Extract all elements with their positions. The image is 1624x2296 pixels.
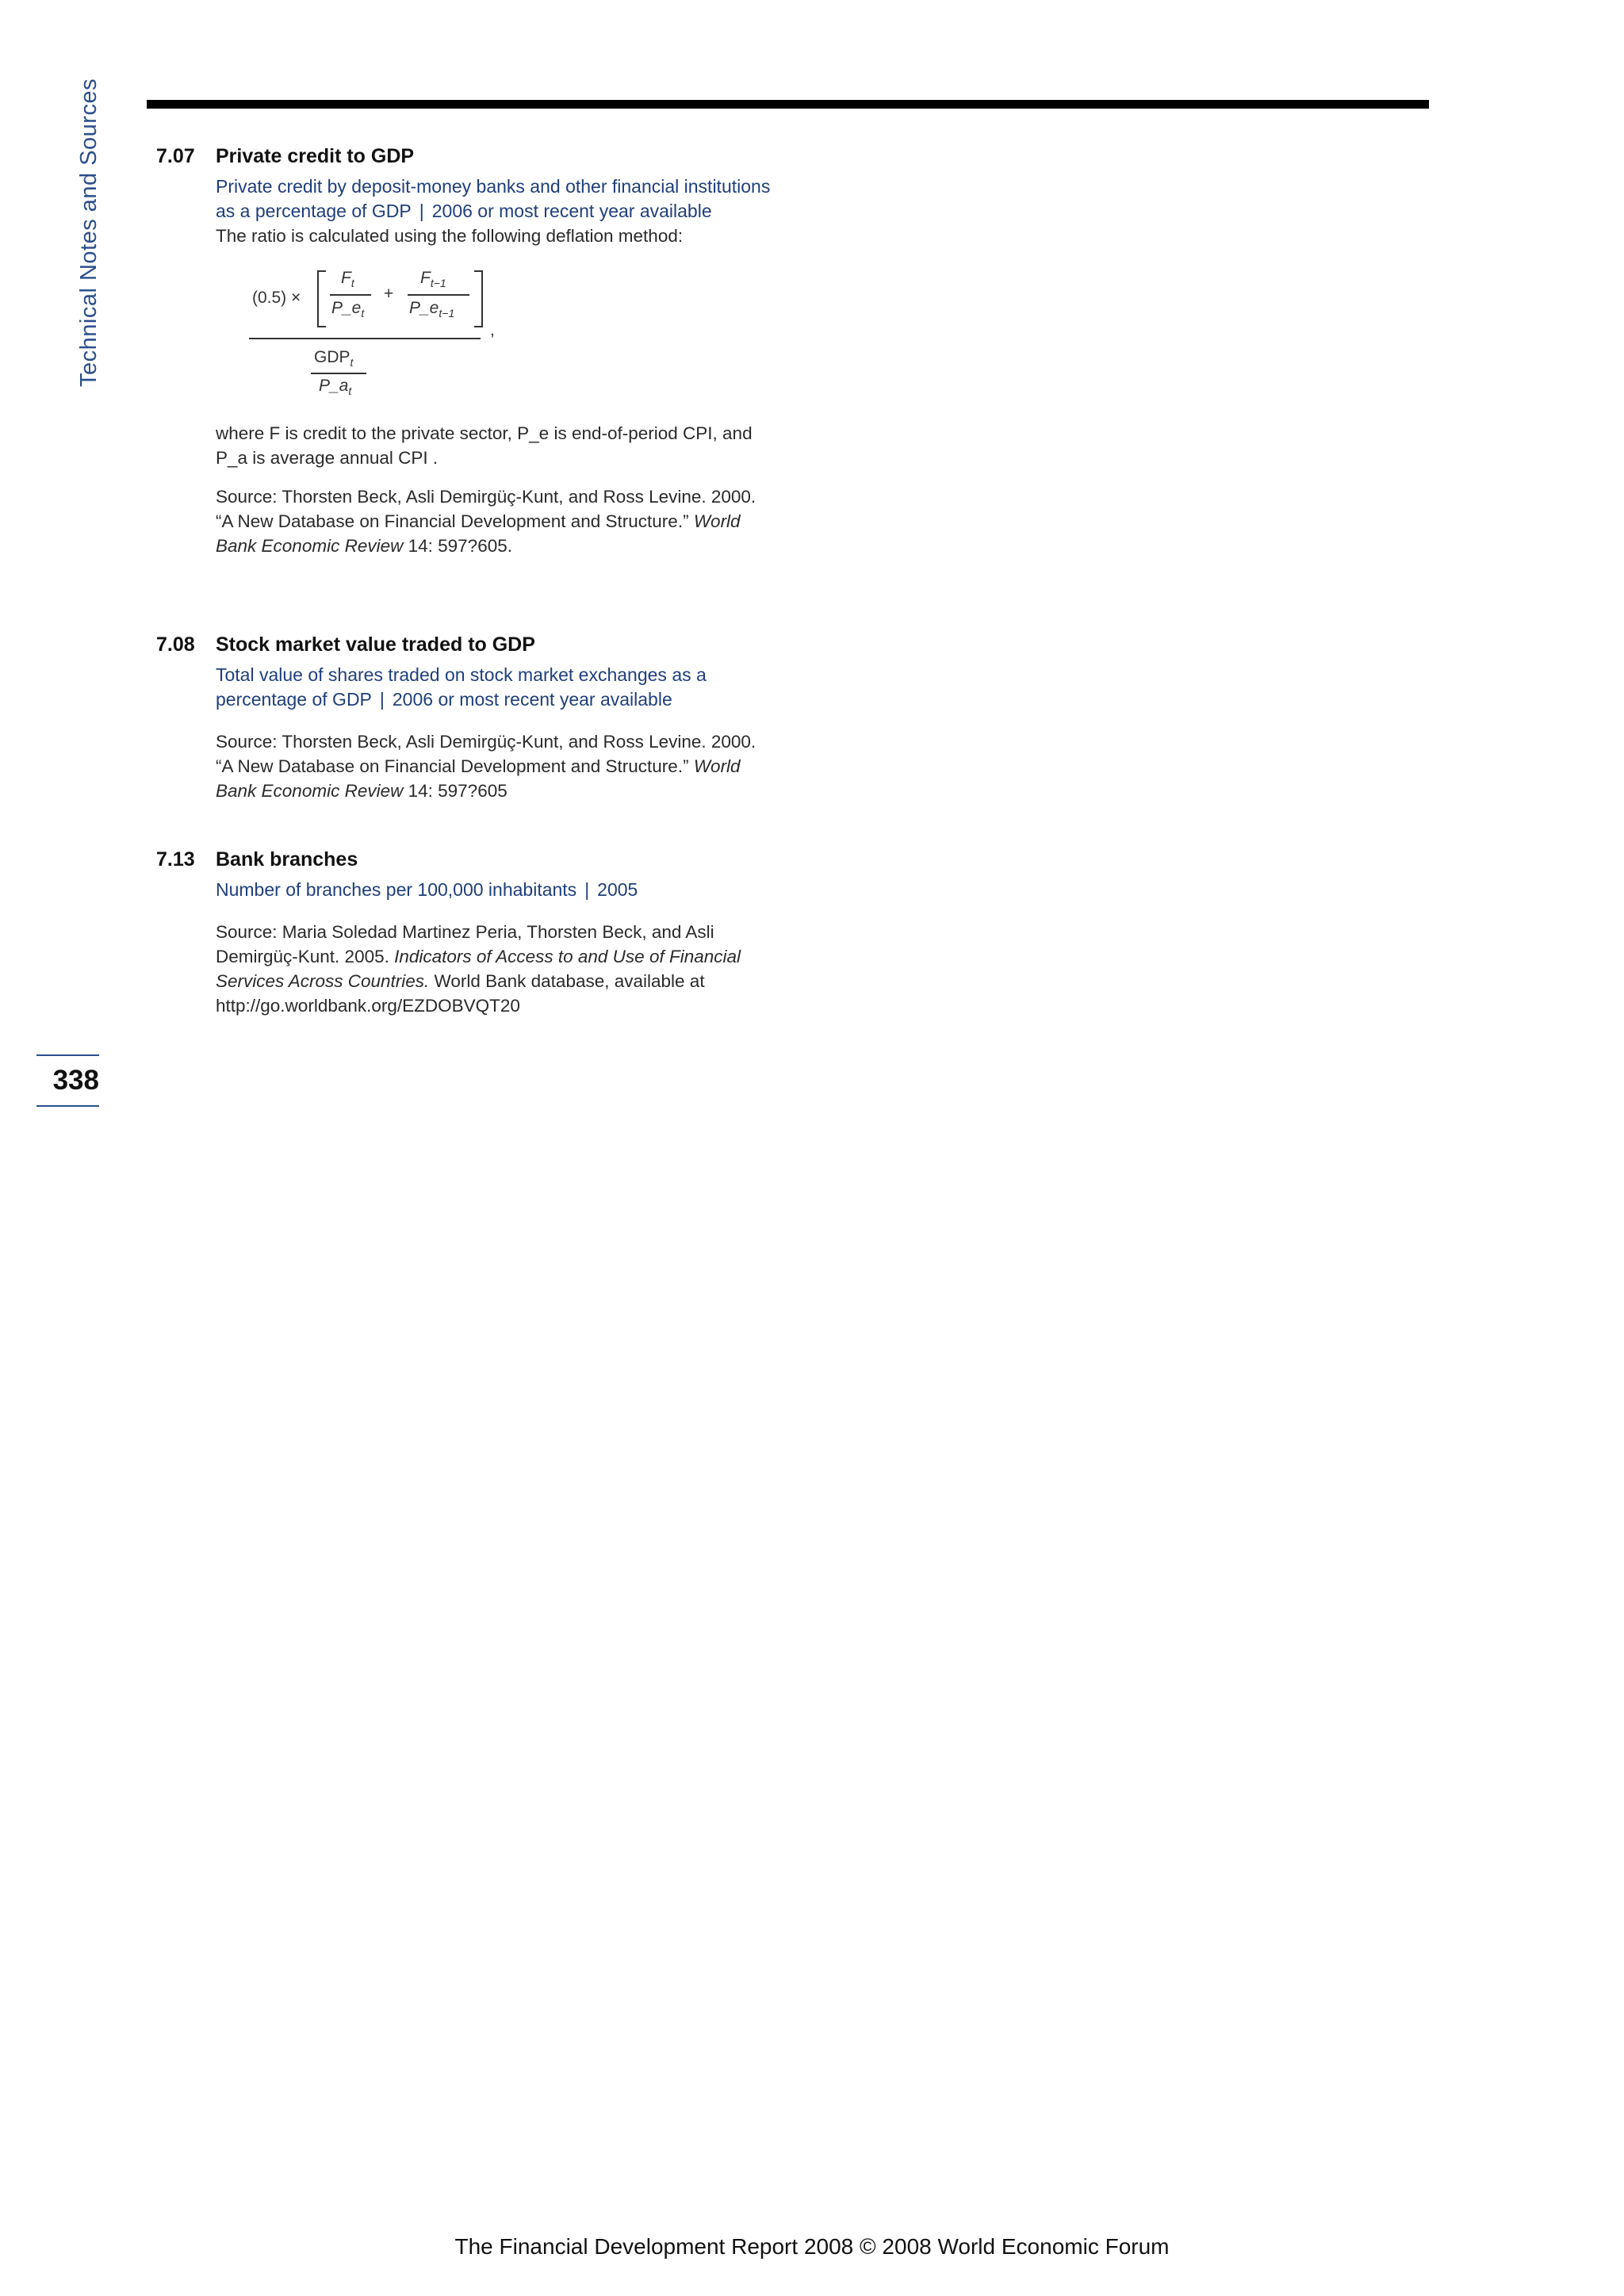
numerator-2: $F_{t-1}$ xyxy=(420,269,446,290)
pa-term: $P\_a_t$ xyxy=(319,377,352,398)
right-bracket xyxy=(474,270,483,327)
indicator-description xyxy=(216,878,775,902)
section-number: 7.07 xyxy=(156,145,195,167)
separator: | xyxy=(379,689,385,710)
description-text: Private credit by deposit-money banks and other financial institutions as a percentage of GDP xyxy=(216,176,771,221)
description-text: Total value of shares traded on stock market exchanges as a percentage of GDP xyxy=(216,664,707,710)
source-citation: Source: Thorsten Beck, Asli Demirgüç-Kunt, and Ross Levine. 2000. “A New Database on Financial Development and Structure.” World Bank Economic Review 14: 597?605. xyxy=(216,487,756,556)
top-rule xyxy=(147,100,1429,109)
fraction-line-2 xyxy=(408,294,469,296)
period-text: 2006 or most recent year available xyxy=(431,201,712,221)
formula-comma: , xyxy=(490,321,495,339)
period-text: 2005 xyxy=(597,879,638,900)
section-number: 7.08 xyxy=(156,633,195,656)
section-title: Private credit to GDP xyxy=(216,145,415,167)
section-number: 7.13 xyxy=(156,848,195,871)
denominator-2: $P\_e_{t-1}$ xyxy=(409,299,455,320)
page-number-text: 338 xyxy=(52,1065,99,1096)
period-text: 2006 or most recent year available xyxy=(392,689,672,710)
gdp-term: $GDP_t$ xyxy=(314,348,354,369)
section-heading xyxy=(156,144,775,170)
numerator-1: $F_t$ xyxy=(341,269,354,290)
page-number xyxy=(36,1054,99,1107)
separator: | xyxy=(419,201,424,221)
section-heading xyxy=(156,632,775,658)
plus-sign: + xyxy=(384,285,394,303)
fraction-line-3 xyxy=(311,373,366,374)
section-7-13 xyxy=(156,847,775,1018)
section-title: Stock market value traded to GDP xyxy=(216,633,535,656)
indicator-description xyxy=(216,663,775,712)
running-section-label: Technical Notes and Sources xyxy=(76,78,102,387)
formula-coefficient: (0.5) × xyxy=(252,289,301,307)
section-title: Bank branches xyxy=(216,848,358,871)
description-text: Number of branches per 100,000 inhabitants xyxy=(216,879,577,900)
left-bracket xyxy=(317,270,326,327)
denominator-1: $P\_e_t$ xyxy=(331,299,365,320)
source-citation: Source: Thorsten Beck, Asli Demirgüç-Kunt, and Ross Levine. 2000. “A New Database on Financial Development and Structure.” World Bank Economic Review 14: 597?605 xyxy=(216,732,756,801)
section-7-07 xyxy=(156,144,775,558)
fraction-line-1 xyxy=(330,294,371,296)
source-citation: Source: Maria Soledad Martinez Peria, Thorsten Beck, and Asli Demirgüç-Kunt. 2005. Indicators of Access to and Use of Financial Services Across Countries. World Bank database, available at http://go.worldbank.org/EZDOBVQT20 xyxy=(216,922,741,1016)
main-fraction-line xyxy=(249,338,481,339)
section-heading xyxy=(156,847,775,873)
page-footer: The Financial Development Report 2008 © 2008 World Economic Forum xyxy=(454,2234,1170,2259)
formula-intro: The ratio is calculated using the following deflation method: xyxy=(216,226,684,246)
section-7-08 xyxy=(156,632,775,803)
deflation-formula xyxy=(216,259,660,410)
formula-definition: where F is credit to the private sector, P_e is end-of-period CPI, and P_a is average annual CPI . xyxy=(216,423,753,468)
indicator-description xyxy=(216,174,775,224)
separator: | xyxy=(584,879,590,900)
